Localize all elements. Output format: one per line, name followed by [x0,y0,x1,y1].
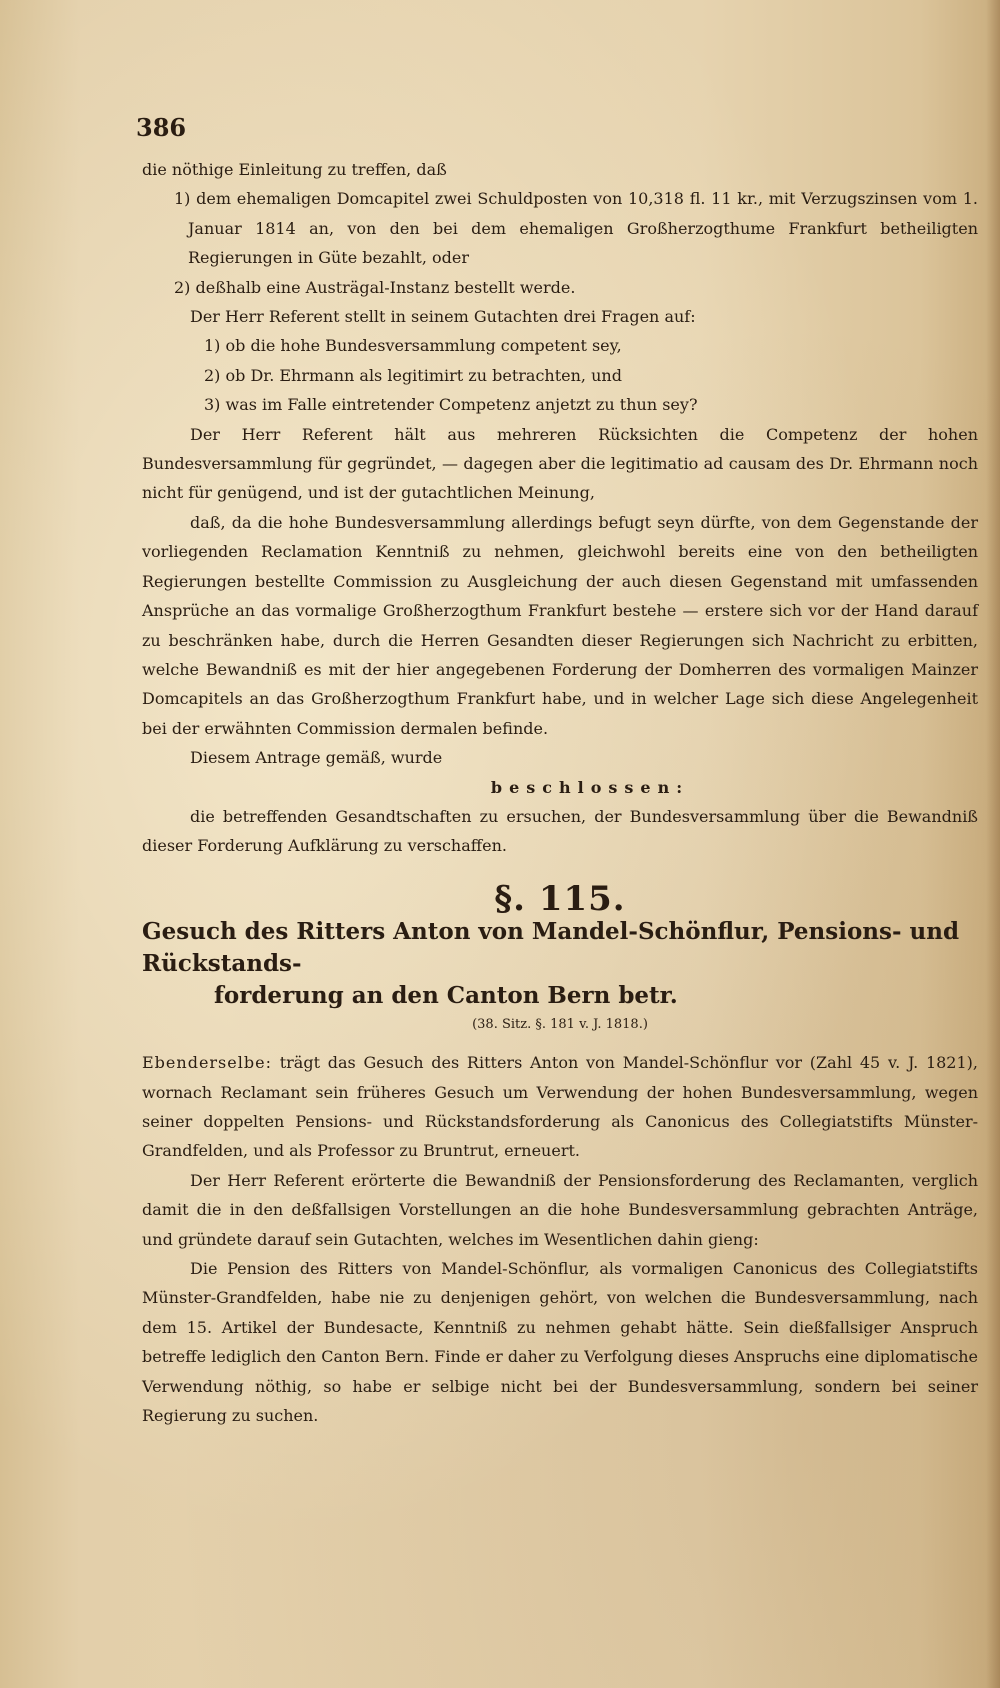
question-3: 3) was im Falle eintretender Competenz anjetzt zu thun sey? [204,395,698,415]
page-number: 386 [136,113,187,142]
paragraph-referent-discussion: Der Herr Referent erörterte die Bewandniß der Pensionsforderung des Reclamanten, verglich damit die in den deßfallsigen Vorstellungen an die hohe Bundesversammlung gebrachten Anträge, und gründete darauf sein Gutachten, welches im Wesentlichen dahin gieng: [142,1170,978,1249]
list-item-1: 1) dem ehemaligen Domcapitel zwei Schuldposten von 10,318 fl. 11 kr., mit Verzugszinsen vom 1. Januar 1814 an, von den bei dem ehemaligen Großherzogthume Frankfurt betheiligten Regierungen in Güte bezahlt, oder [174,189,978,268]
section-title-line-2: forderung an den Canton Bern betr. [214,982,678,1010]
paragraph-referent-opinion: Der Herr Referent hält aus mehreren Rücksichten die Competenz der hohen Bundesversammlung für gegründet, — dagegen aber die legitimatio ad causam des Dr. Ehrmann noch nicht für genügend, und ist der gutachtlichen Meinung, [142,424,978,503]
paragraph-motion: daß, da die hohe Bundesversammlung allerdings befugt seyn dürfte, von dem Gegenstande der vorliegenden Reclamation Kenntniß zu nehmen, gleichwohl bereits eine von den betheiligten Regierungen bestellte Commission zu Ausgleichung der auch diesen Gegenstand mit umfassenden Ansprüche an das vormalige Großherzogthum Frankfurt bestehe — erstere sich vor der Hand darauf zu beschränken habe, durch die Herren Gesandten dieser Regierungen sich Nachricht zu erbitten, welche Bewandniß es mit der hier angegebenen Forderung der Domherren des vormaligen Mainzer Domcapitels an das Großherzogthum Frankfurt habe, und in welcher Lage sich diese Angelegenheit bei der erwähnten Commission dermalen befinde. [142,512,978,738]
section-citation: (38. Sitz. §. 181 v. J. 1818.) [472,1017,648,1033]
paragraph-intro: die nöthige Einleitung zu treffen, daß [142,160,447,179]
section-title [142,916,978,1012]
resolution-heading: beschlossen: [490,777,690,797]
page-body [142,155,978,1430]
paragraph-petition-text: trägt das Gesuch des Ritters Anton von Mandel-Schönflur vor (Zahl 45 v. J. 1821), wornach Reclamant sein früheres Gesuch um Verwendung der hohen Bundesversammlung, wegen seiner doppelten Pensions- und Rückstandsforderung als Canonicus des Collegiatstifts Münster-Grandfelden, und als Professor zu Bruntrut, erneuert. [142,1053,978,1161]
question-2: 2) ob Dr. Ehrmann als legitimirt zu betrachten, und [204,365,622,385]
section-number: §. 115. [494,878,626,919]
page-edge-shadow [986,0,1000,1688]
paragraph-resolution: die betreffenden Gesandtschaften zu ersuchen, der Bundesversammlung über die Bewandniß dieser Forderung Aufklärung zu verschaffen. [142,806,978,856]
paragraph-resolution-intro: Diesem Antrage gemäß, wurde [190,748,443,768]
paragraph-petition-lead: Ebenderselbe: [142,1053,272,1073]
paragraph-questions-intro: Der Herr Referent stellt in seinem Gutachten drei Fragen auf: [190,307,696,327]
paragraph-opinion: Die Pension des Ritters von Mandel-Schönflur, als vormaligen Canonicus des Collegiatstifts Münster-Grandfelden, habe nie zu denjenigen gehört, von welchen die Bundesversammlung, nach dem 15. Artikel der Bundesacte, Kenntniß zu nehmen gehabt hätte. Sein dießfallsiger Anspruch betreffe lediglich den Canton Bern. Finde er daher zu Verfolgung dieses Anspruchs eine diplomatische Verwendung nöthig, so habe er selbige nicht bei der Bundesversammlung, sondern bei seiner Regierung zu suchen. [142,1259,978,1426]
section-title-line-1: Gesuch des Ritters Anton von Mandel-Schönflur, Pensions- und Rückstands- [142,918,960,978]
paragraph-petition [142,1048,978,1166]
list-item-2: 2) deßhalb eine Austrägal-Instanz bestellt werde. [174,277,576,297]
question-1: 1) ob die hohe Bundesversammlung competent sey, [204,336,622,356]
